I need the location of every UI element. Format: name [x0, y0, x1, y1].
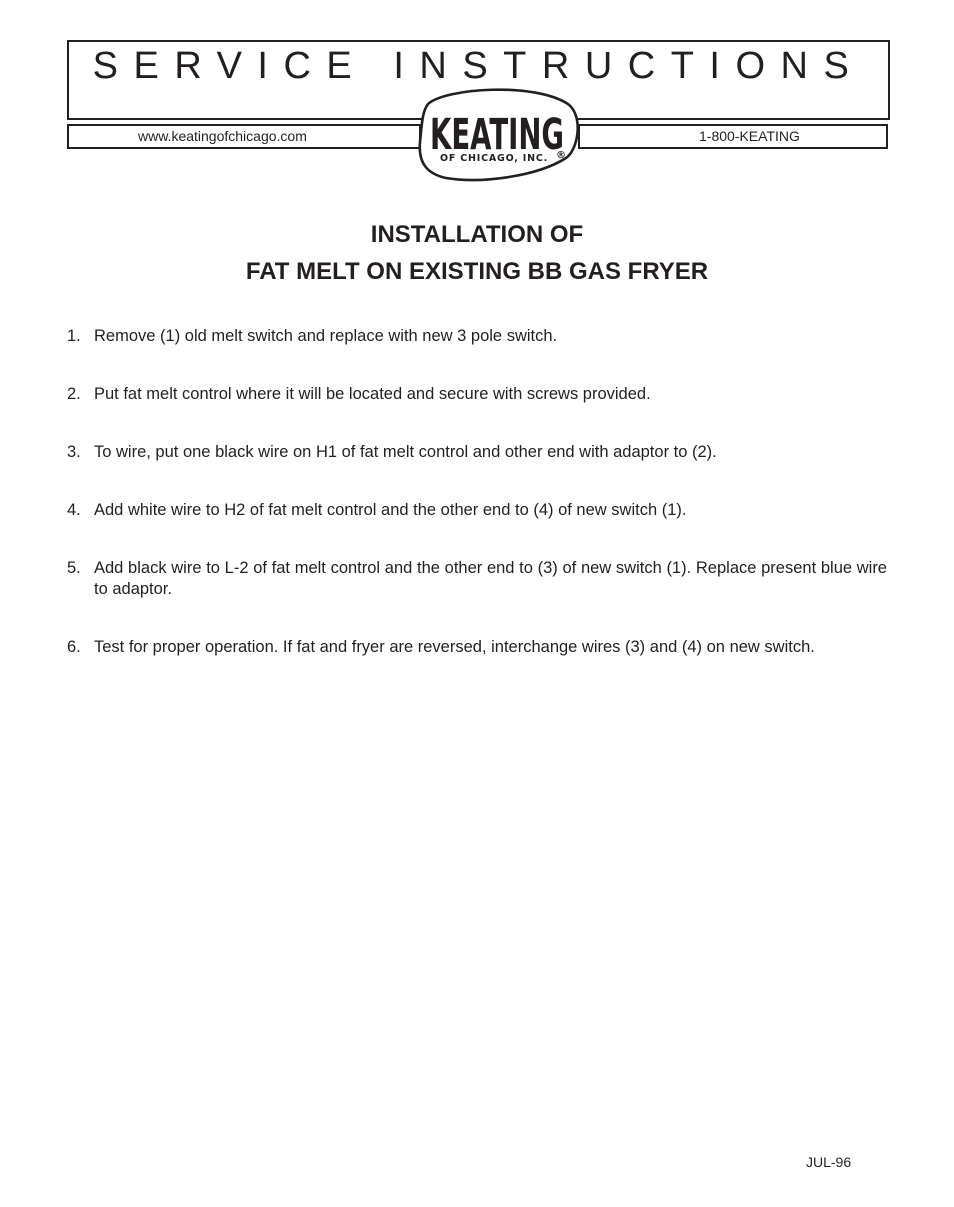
step-number: 2.: [67, 385, 81, 403]
step-number: 3.: [67, 443, 81, 461]
step-number: 1.: [67, 327, 81, 345]
step-number: 4.: [67, 501, 81, 519]
step-text: Add black wire to L-2 of fat melt control and the other end to (3) of new switch (1). Replace present blue wire to adaptor.: [94, 559, 887, 598]
instruction-step: [67, 442, 887, 463]
step-text: Remove (1) old melt switch and replace with new 3 pole switch.: [94, 327, 558, 345]
instruction-step: [67, 384, 887, 405]
keating-logo: [416, 86, 582, 184]
step-number: 5.: [67, 559, 81, 577]
step-text: Add white wire to H2 of fat melt control and the other end to (4) of new switch (1).: [94, 501, 687, 519]
registered-mark: ®: [556, 150, 566, 161]
instruction-step: [67, 500, 887, 521]
website-link[interactable]: www.keatingofchicago.com: [138, 128, 307, 144]
website-bar: [67, 124, 421, 149]
step-text: Test for proper operation. If fat and fryer are reversed, interchange wires (3) and (4) on new switch.: [94, 638, 815, 656]
instruction-step: [67, 637, 887, 658]
keating-logo-graphic: [416, 86, 582, 184]
page-title: SERVICE INSTRUCTIONS: [92, 45, 865, 87]
step-number: 6.: [67, 638, 81, 656]
document-title: [0, 216, 954, 290]
instruction-step: [67, 558, 887, 600]
document-title-line1: INSTALLATION OF: [370, 221, 584, 248]
revision-date: JUL-96: [806, 1154, 852, 1170]
phone-bar: [578, 124, 888, 149]
document-title-line2: FAT MELT ON EXISTING BB GAS FRYER: [245, 258, 709, 285]
instruction-step: [67, 326, 887, 347]
logo-brand-text: KEATING: [430, 110, 564, 160]
instruction-steps: [67, 326, 887, 695]
step-text: Put fat melt control where it will be located and secure with screws provided.: [94, 385, 651, 403]
phone-number: 1-800-KEATING: [699, 128, 800, 144]
step-text: To wire, put one black wire on H1 of fat melt control and other end with adaptor to (2).: [94, 443, 717, 461]
logo-subtitle-text: OF CHICAGO, INC.: [439, 153, 549, 164]
